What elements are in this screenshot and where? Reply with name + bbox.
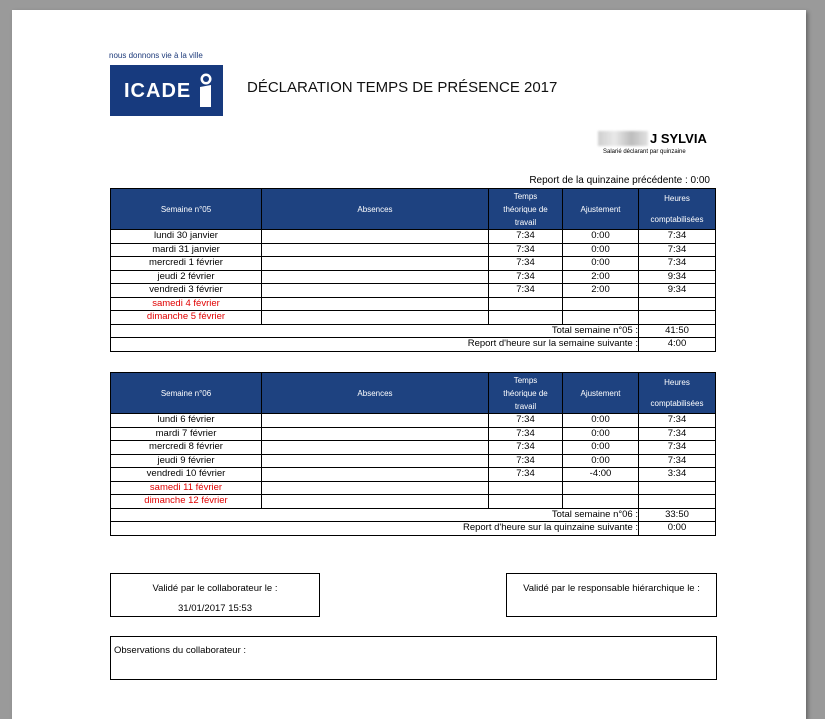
theorique-cell: 7:34 xyxy=(489,230,563,244)
theorique-cell xyxy=(489,495,563,509)
absence-cell xyxy=(262,414,489,428)
day-cell: vendredi 10 février xyxy=(111,468,262,482)
validation-responsable-label: Validé par le responsable hiérarchique le : xyxy=(523,583,700,594)
ajustement-cell xyxy=(563,297,639,311)
absence-cell xyxy=(262,454,489,468)
theorique-cell: 7:34 xyxy=(489,414,563,428)
absences-header: Absences xyxy=(262,373,489,414)
heures-cell: 7:34 xyxy=(639,441,716,455)
week-label: Semaine n°06 xyxy=(111,373,262,414)
theorique-cell xyxy=(489,311,563,325)
employee-subtitle: Salarié déclarant par quinzaine xyxy=(603,149,686,155)
validation-responsable-box xyxy=(506,573,717,617)
table-row xyxy=(111,454,716,468)
heures-header: Heures comptabilisées xyxy=(639,373,716,414)
heures-cell xyxy=(639,297,716,311)
table-row xyxy=(111,441,716,455)
heures-cell: 7:34 xyxy=(639,257,716,271)
theorique-cell: 7:34 xyxy=(489,427,563,441)
ajustement-cell: 0:00 xyxy=(563,427,639,441)
table-row xyxy=(111,495,716,509)
day-cell: dimanche 5 février xyxy=(111,311,262,325)
theorique-cell: 7:34 xyxy=(489,257,563,271)
table-row xyxy=(111,311,716,325)
ajustement-cell: 0:00 xyxy=(563,230,639,244)
table-row xyxy=(111,270,716,284)
report-value: 0:00 xyxy=(639,522,716,536)
day-cell: samedi 11 février xyxy=(111,481,262,495)
logo-mark-icon xyxy=(198,73,212,109)
logo-text: ICADE xyxy=(124,80,192,102)
validation-collaborateur-label: Validé par le collaborateur le : xyxy=(152,583,278,594)
ajustement-cell: 2:00 xyxy=(563,284,639,298)
week-label: Semaine n°05 xyxy=(111,189,262,230)
total-row xyxy=(111,508,716,522)
heures-cell: 7:34 xyxy=(639,414,716,428)
theorique-cell: 7:34 xyxy=(489,441,563,455)
validation-collaborateur-date: 31/01/2017 15:53 xyxy=(178,603,252,614)
ajustement-cell xyxy=(563,311,639,325)
observations-label: Observations du collaborateur : xyxy=(114,645,247,656)
table-row xyxy=(111,230,716,244)
day-cell: lundi 6 février xyxy=(111,414,262,428)
absence-cell xyxy=(262,468,489,482)
absence-cell xyxy=(262,495,489,509)
heures-cell: 7:34 xyxy=(639,230,716,244)
heures-cell xyxy=(639,481,716,495)
ajustement-header: Ajustement xyxy=(563,189,639,230)
heures-cell: 9:34 xyxy=(639,270,716,284)
day-cell: samedi 4 février xyxy=(111,297,262,311)
absence-cell xyxy=(262,441,489,455)
report-previous: Report de la quinzaine précédente : 0:00 xyxy=(529,175,710,186)
table-row xyxy=(111,468,716,482)
redacted-name xyxy=(598,131,648,146)
temps-header: Temps théorique de travail xyxy=(489,189,563,230)
absence-cell xyxy=(262,297,489,311)
absence-cell xyxy=(262,284,489,298)
employee-name: J SYLVIA xyxy=(650,131,707,146)
ajustement-cell: 0:00 xyxy=(563,441,639,455)
theorique-cell: 7:34 xyxy=(489,468,563,482)
report-row xyxy=(111,338,716,352)
ajustement-header: Ajustement xyxy=(563,373,639,414)
total-value: 41:50 xyxy=(639,324,716,338)
table-row xyxy=(111,297,716,311)
table-row xyxy=(111,257,716,271)
theorique-cell xyxy=(489,481,563,495)
day-cell: dimanche 12 février xyxy=(111,495,262,509)
total-row xyxy=(111,324,716,338)
week-table xyxy=(110,372,716,536)
heures-cell: 7:34 xyxy=(639,243,716,257)
report-value: 4:00 xyxy=(639,338,716,352)
theorique-cell: 7:34 xyxy=(489,454,563,468)
ajustement-cell: 0:00 xyxy=(563,243,639,257)
ajustement-cell: -4:00 xyxy=(563,468,639,482)
total-label: Total semaine n°06 : xyxy=(111,508,639,522)
day-cell: jeudi 9 février xyxy=(111,454,262,468)
ajustement-cell: 2:00 xyxy=(563,270,639,284)
week-table xyxy=(110,188,716,352)
ajustement-cell: 0:00 xyxy=(563,414,639,428)
theorique-cell: 7:34 xyxy=(489,243,563,257)
ajustement-cell: 0:00 xyxy=(563,454,639,468)
absence-cell xyxy=(262,311,489,325)
absence-cell xyxy=(262,481,489,495)
icade-logo xyxy=(110,65,223,116)
table-row xyxy=(111,243,716,257)
heures-cell: 9:34 xyxy=(639,284,716,298)
table-row xyxy=(111,481,716,495)
total-label: Total semaine n°05 : xyxy=(111,324,639,338)
report-row xyxy=(111,522,716,536)
absences-header: Absences xyxy=(262,189,489,230)
temps-header: Temps théorique de travail xyxy=(489,373,563,414)
heures-cell: 7:34 xyxy=(639,454,716,468)
day-cell: mardi 31 janvier xyxy=(111,243,262,257)
report-label: Report d'heure sur la quinzaine suivante : xyxy=(111,522,639,536)
theorique-cell: 7:34 xyxy=(489,270,563,284)
logo-slogan: nous donnons vie à la ville xyxy=(109,51,203,60)
absence-cell xyxy=(262,230,489,244)
ajustement-cell xyxy=(563,481,639,495)
report-label: Report d'heure sur la semaine suivante : xyxy=(111,338,639,352)
table-row xyxy=(111,427,716,441)
theorique-cell: 7:34 xyxy=(489,284,563,298)
heures-cell xyxy=(639,495,716,509)
absence-cell xyxy=(262,427,489,441)
absence-cell xyxy=(262,243,489,257)
table-row xyxy=(111,284,716,298)
page-title: DÉCLARATION TEMPS DE PRÉSENCE 2017 xyxy=(247,79,558,96)
theorique-cell xyxy=(489,297,563,311)
day-cell: vendredi 3 février xyxy=(111,284,262,298)
total-value: 33:50 xyxy=(639,508,716,522)
document-page xyxy=(12,10,806,719)
ajustement-cell: 0:00 xyxy=(563,257,639,271)
day-cell: mercredi 1 février xyxy=(111,257,262,271)
day-cell: mardi 7 février xyxy=(111,427,262,441)
day-cell: jeudi 2 février xyxy=(111,270,262,284)
ajustement-cell xyxy=(563,495,639,509)
heures-header: Heures comptabilisées xyxy=(639,189,716,230)
heures-cell xyxy=(639,311,716,325)
heures-cell: 3:34 xyxy=(639,468,716,482)
day-cell: mercredi 8 février xyxy=(111,441,262,455)
observations-box xyxy=(110,636,717,680)
absence-cell xyxy=(262,270,489,284)
day-cell: lundi 30 janvier xyxy=(111,230,262,244)
heures-cell: 7:34 xyxy=(639,427,716,441)
table-row xyxy=(111,414,716,428)
validation-collaborateur-box xyxy=(110,573,320,617)
absence-cell xyxy=(262,257,489,271)
